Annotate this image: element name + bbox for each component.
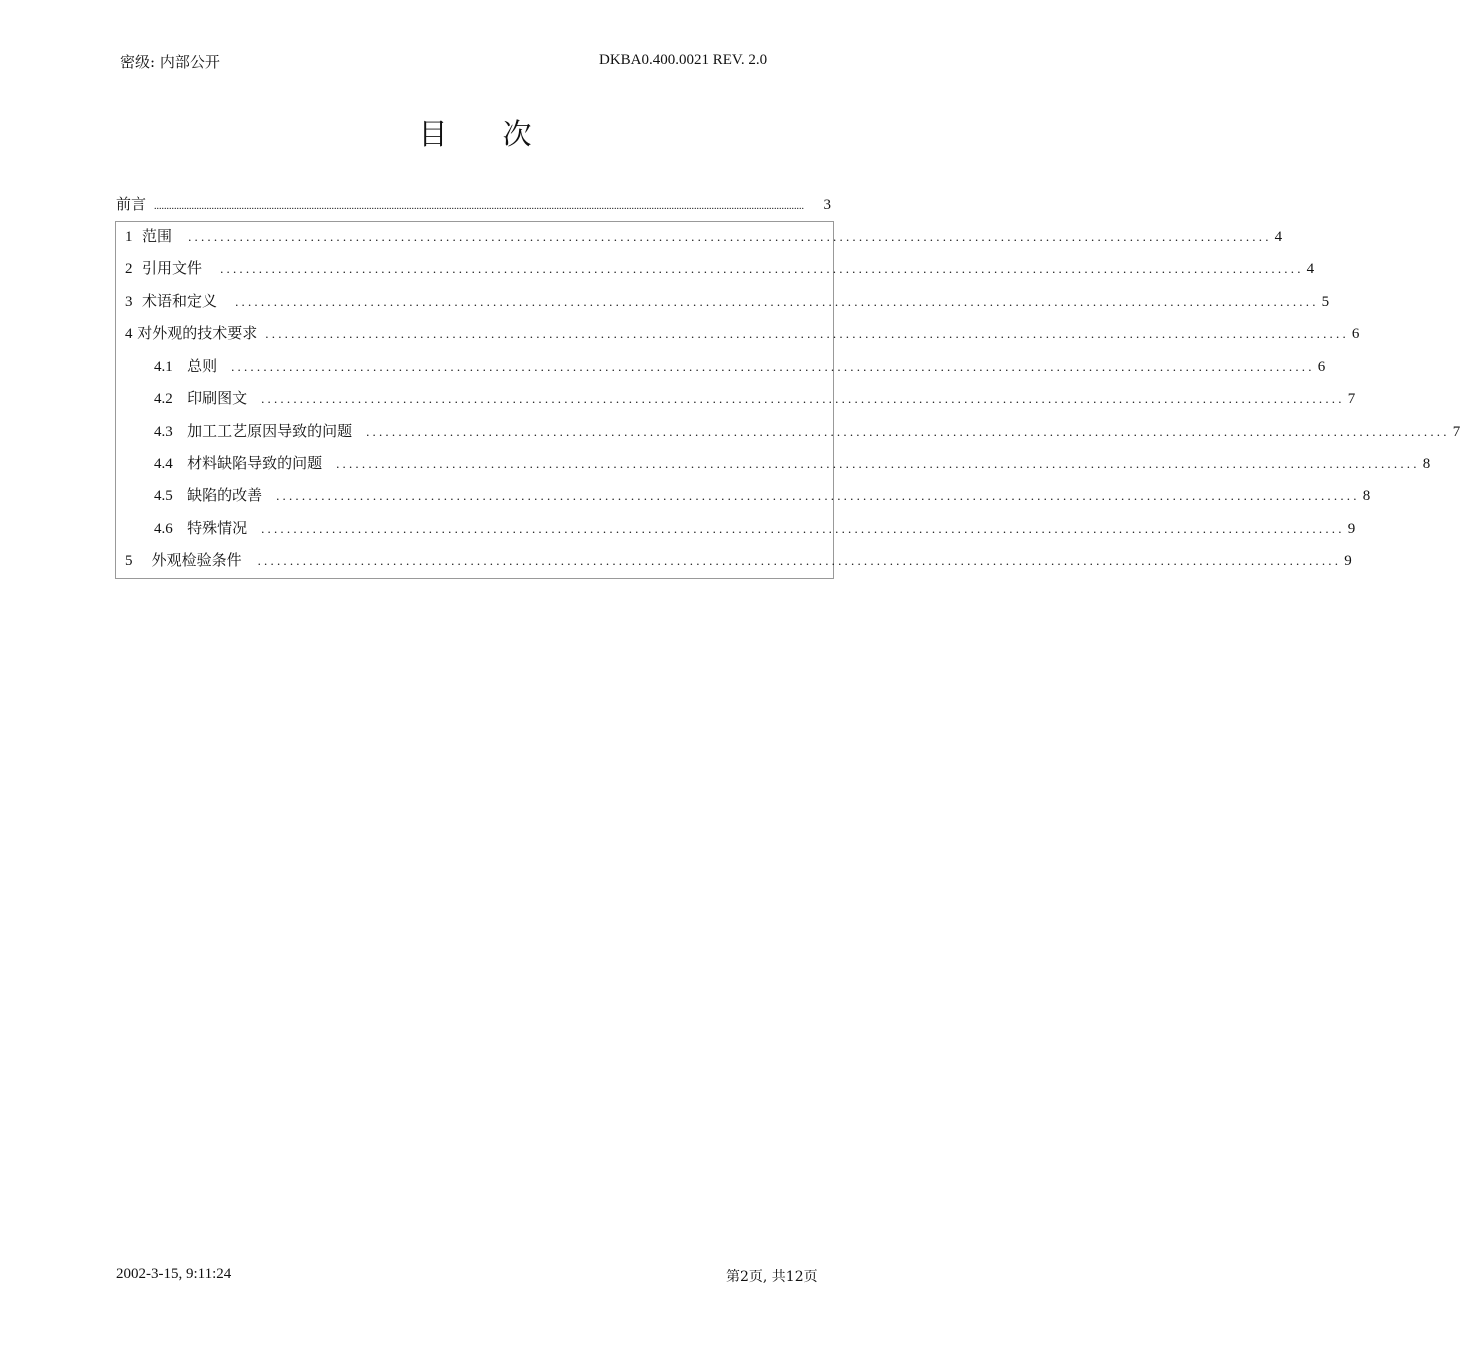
toc-entry-number: 4.2	[154, 391, 173, 407]
footer-page-info: 第2页, 共12页	[726, 1269, 818, 1285]
toc-leader-dots: ....................................................................................................................................................................................................................................................................	[154, 201, 805, 212]
toc-entry-label: 特殊情况	[187, 519, 248, 537]
toc-leader-dots: ........................................................................................................................................................................	[276, 488, 1360, 503]
toc-entry-page: 4	[1274, 229, 1283, 245]
toc-entry-2[interactable]	[125, 257, 1315, 277]
title-char-2: 次	[502, 117, 532, 151]
toc-entry-4[interactable]	[125, 322, 1360, 342]
toc-entry-3[interactable]	[125, 290, 1330, 310]
toc-entry-page: 9	[1344, 553, 1352, 569]
toc-entry-4-4[interactable]	[154, 452, 1431, 472]
toc-entry-label: 印刷图文	[187, 389, 248, 407]
document-id: DKBA0.400.0021 REV. 2.0	[599, 52, 768, 68]
toc-leader-dots: ........................................................................................................................................................................	[231, 359, 1315, 374]
toc-entry-4-6[interactable]	[154, 517, 1356, 537]
toc-entry-page: 7	[1452, 424, 1460, 440]
toc-entry-label: 加工工艺原因导致的问题	[187, 422, 353, 440]
toc-entry-label: 前言	[116, 195, 147, 213]
toc-entry-4-3[interactable]	[154, 420, 1460, 440]
toc-entry-number: 4.1	[154, 359, 173, 375]
toc-leader-dots: ........................................................................................................................................................................	[235, 294, 1319, 309]
toc-entry-label: 术语和定义	[142, 292, 218, 310]
toc-entry-4-2[interactable]	[154, 387, 1356, 407]
toc-entry-page: 3	[823, 197, 831, 213]
toc-entry-number: 5	[125, 553, 133, 569]
toc-entry-label: 材料缺陷导致的问题	[187, 454, 323, 472]
toc-entry-page: 6	[1317, 359, 1326, 375]
toc-entry-number: 2	[125, 261, 133, 277]
toc-entry-4-5[interactable]	[154, 484, 1371, 504]
toc-leader-dots: ........................................................................................................................................................................	[261, 521, 1345, 536]
toc-entry-label: 外观检验条件	[151, 551, 242, 569]
toc-entry-label: 总则	[187, 357, 218, 375]
toc-entry-5[interactable]	[125, 549, 1352, 569]
toc-entry-label: 对外观的技术要求	[137, 324, 258, 342]
footer-timestamp: 2002-3-15, 9:11:24	[116, 1266, 232, 1282]
toc-entry-page: 5	[1321, 294, 1330, 310]
toc-entry-page: 7	[1347, 391, 1356, 407]
toc-entry-number: 4.5	[154, 488, 173, 504]
classification-label: 密级: 内部公开	[120, 53, 220, 71]
toc-entry-number: 1	[125, 229, 133, 245]
toc-entry-page: 6	[1351, 326, 1360, 342]
toc-entry-page: 8	[1422, 456, 1431, 472]
toc-entry-number: 4.4	[154, 456, 173, 472]
toc-entry-page: 9	[1347, 521, 1356, 537]
toc-entry-4-1[interactable]	[154, 355, 1326, 375]
toc-entry-page: 8	[1362, 488, 1371, 504]
title-char-1: 目	[418, 117, 448, 151]
toc-entry-preface[interactable]	[116, 193, 831, 213]
toc-leader-dots: ........................................................................................................................................................................	[265, 326, 1349, 341]
toc-leader-dots: ........................................................................................................................................................................	[366, 424, 1450, 439]
toc-entry-label: 缺陷的改善	[187, 486, 263, 504]
toc-entry-number: 4	[125, 326, 133, 342]
toc-entry-label: 范围	[142, 227, 173, 245]
toc-entry-label: 引用文件	[142, 259, 203, 277]
toc-entry-page: 4	[1306, 261, 1315, 277]
toc-leader-dots: ........................................................................................................................................................................	[188, 229, 1272, 244]
toc-entry-number: 4.3	[154, 424, 173, 440]
toc-entry-number: 3	[125, 294, 133, 310]
toc-leader-dots: ........................................................................................................................................................................	[336, 456, 1420, 471]
toc-entry-number: 4.6	[154, 521, 173, 537]
toc-leader-dots: ........................................................................................................................................................................	[261, 391, 1345, 406]
toc-leader-dots: ........................................................................................................................................................................	[220, 261, 1304, 276]
toc-entry-1[interactable]	[125, 225, 1283, 245]
toc-leader-dots: ........................................................................................................................................................................	[257, 553, 1342, 568]
page-title	[0, 112, 950, 153]
